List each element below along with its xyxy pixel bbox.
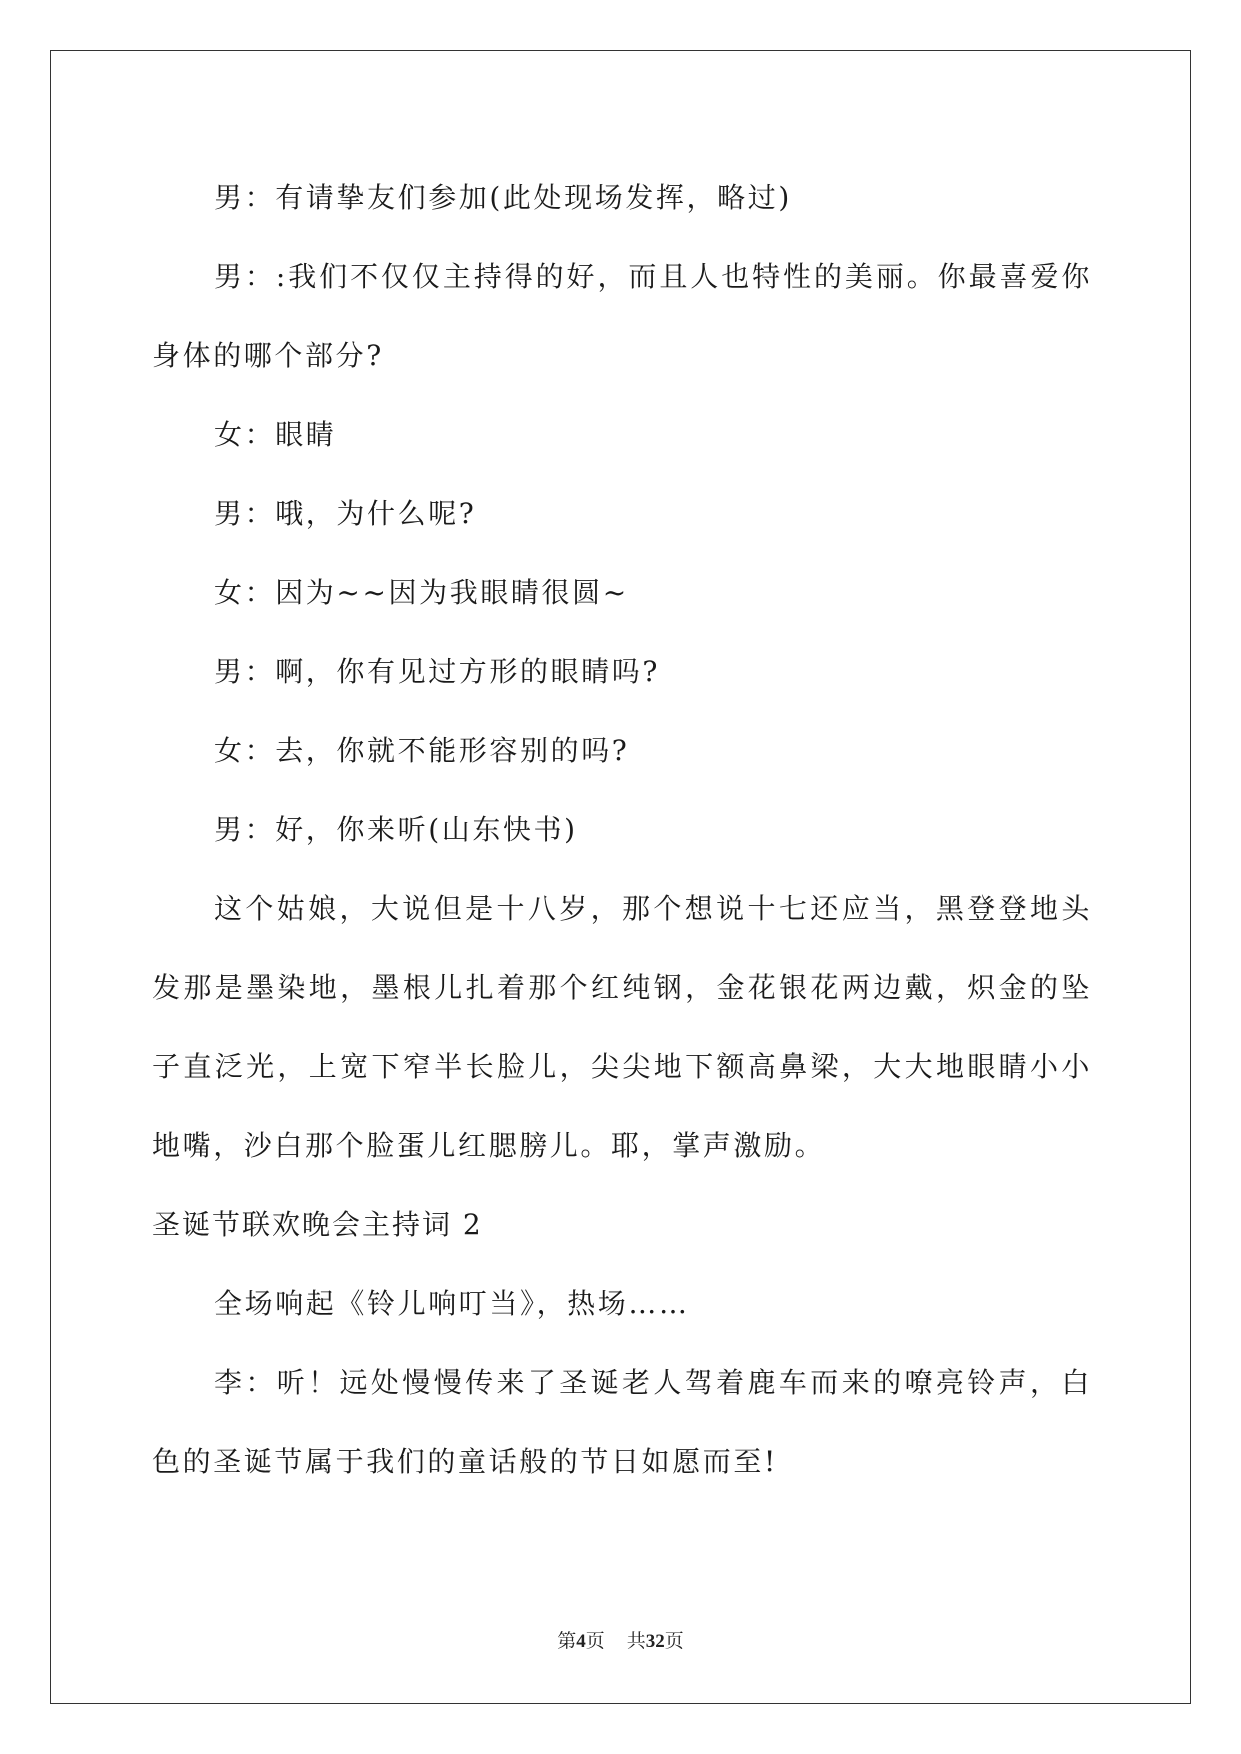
paragraph: 这个姑娘，大说但是十八岁，那个想说十七还应当，黑登登地头发那是墨染地，墨根儿扎着那个红纯钢，金花银花两边戴，炽金的坠子直泛光，上宽下窄半长脸儿，尖尖地下额高鼻梁，大大地眼睛小小地嘴，沙白那个脸蛋儿红腮膀儿。耶，掌声激励。 [152, 892, 1092, 1162]
page-footer [0, 1626, 1241, 1653]
paragraph: 男：好，你来听(山东快书) [214, 813, 578, 846]
paragraph: 女：眼睛 [214, 418, 337, 451]
footer-page-suffix: 页 [585, 1630, 605, 1652]
document-body [152, 158, 1092, 1501]
paragraph: 男：:我们不仅仅主持得的好，而且人也特性的美丽。你最喜爱你身体的哪个部分? [152, 260, 1092, 372]
paragraph: 男：啊，你有见过方形的眼睛吗? [214, 655, 661, 688]
paragraph: 男：有请挚友们参加(此处现场发挥，略过) [214, 181, 792, 214]
footer-prefix: 第 [557, 1630, 577, 1652]
paragraph: 全场响起《铃儿响叮当》，热场…… [214, 1287, 690, 1320]
paragraph: 男：哦，为什么呢? [214, 497, 477, 530]
footer-total-pages: 32 [645, 1631, 665, 1652]
footer-total-suffix: 页 [664, 1630, 684, 1652]
paragraph: 李：听！远处慢慢传来了圣诞老人驾着鹿车而来的嘹亮铃声，白色的圣诞节属于我们的童话般的节日如愿而至! [152, 1366, 1092, 1478]
paragraph: 女：因为~~因为我眼睛很圆~ [214, 576, 629, 609]
section-heading: 圣诞节联欢晚会主持词 2 [152, 1208, 483, 1241]
footer-page-number: 4 [576, 1631, 586, 1652]
footer-total-prefix: 共 [626, 1630, 646, 1652]
paragraph: 女：去，你就不能形容别的吗? [214, 734, 630, 767]
